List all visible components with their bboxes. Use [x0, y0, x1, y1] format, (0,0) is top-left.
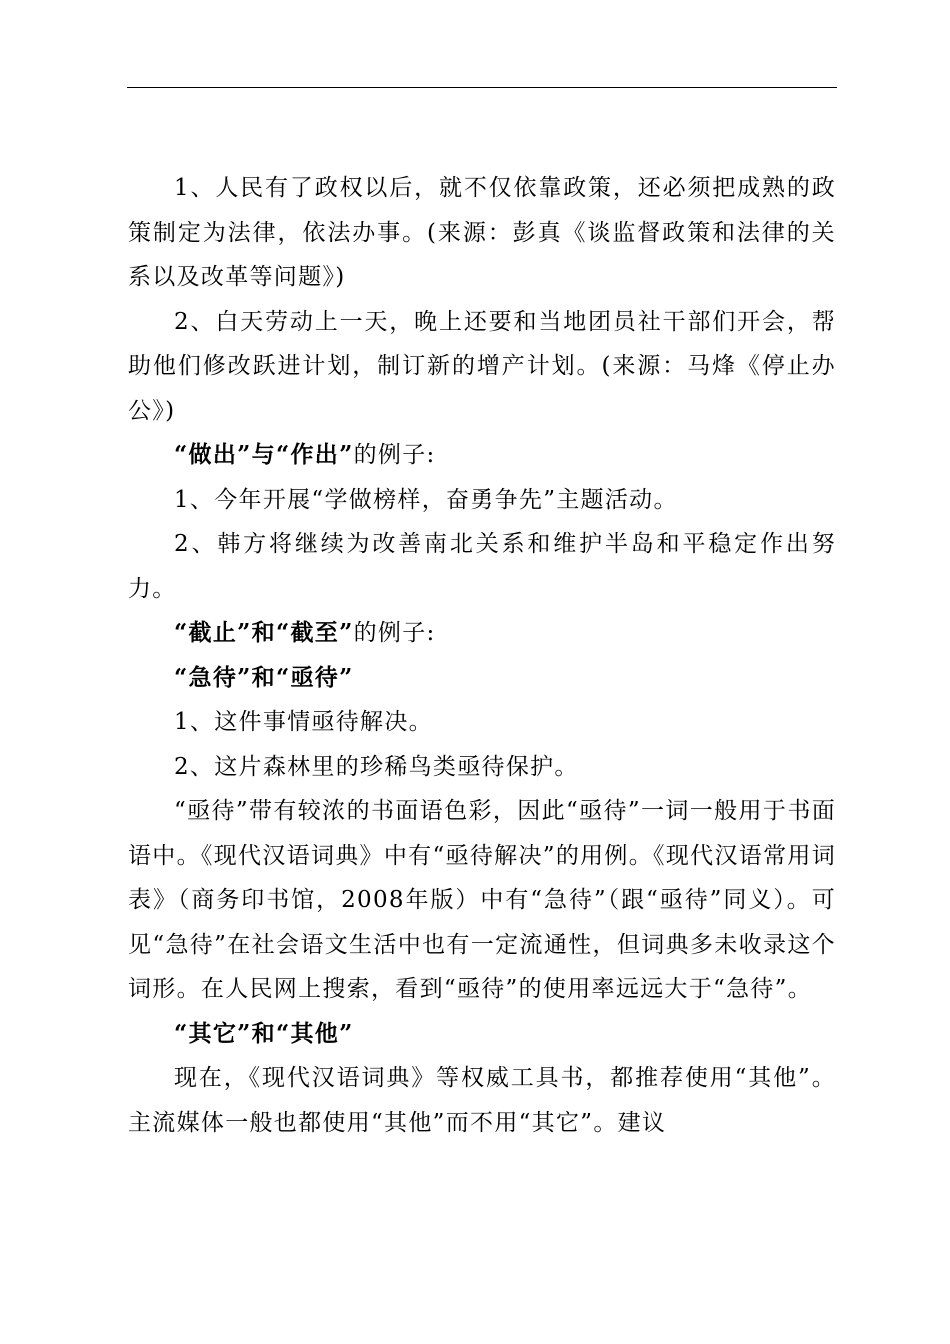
document-body — [128, 166, 836, 1145]
heading-bold-text: “做出”与“作出” — [174, 441, 354, 468]
paragraph-example-1: 1、人民有了政权以后，就不仅依靠政策，还必须把成熟的政策制定为法律，依法办事。(来源：彭真《谈监督政策和法律的关系以及改革等问题》) — [128, 175, 836, 290]
paragraph-example-5: 1、这件事情亟待解决。 — [174, 709, 433, 735]
paragraph-jidai-explanation: “亟待”带有较浓的书面语色彩，因此“亟待”一词一般用于书面语中。《现代汉语词典》中有“亟待解决”的用例。《现代汉语常用词表》（商务印书馆，2008年版）中有“急待”（跟“亟待”同义）。可见“急待”在社会语文生活中也有一定流通性，但词典多未收录这个词形。在人民网上搜索，看到“亟待”的使用率远远大于“急待”。 — [128, 798, 836, 1002]
heading-rest-text: 的例子: — [353, 620, 436, 646]
heading-bold-text: “截止”和“截至” — [174, 619, 354, 646]
section-heading-zuochu — [128, 433, 836, 478]
paragraph-example-6: 2、这片森林里的珍稀鸟类亟待保护。 — [174, 753, 579, 780]
paragraph-example-3: 1、今年开展“学做榜样，奋勇争先”主题活动。 — [174, 486, 678, 513]
paragraph-example-2: 2、白天劳动上一天，晚上还要和当地团员社干部们开会，帮助他们修改跃进计划，制订新的增产计划。(来源：马烽《停止办公》) — [128, 308, 836, 424]
heading-bold-text: “其它”和“其他” — [174, 1019, 354, 1047]
paragraph-example-4: 2、韩方将继续为改善南北关系和维护半岛和平稳定作出努力。 — [128, 531, 836, 602]
paragraph-qita-explanation: 现在，《现代汉语词典》等权威工具书，都推荐使用“其他”。主流媒体一般也都使用“其他”而不用“其它”。建议 — [128, 1065, 836, 1136]
section-heading-jidai — [128, 656, 836, 701]
heading-rest-text: 的例子: — [353, 442, 436, 468]
section-heading-jiezhi — [128, 611, 836, 656]
heading-bold-text: “急待”和“亟待” — [174, 663, 354, 691]
header-rule — [127, 87, 837, 88]
section-heading-qita — [128, 1012, 836, 1057]
